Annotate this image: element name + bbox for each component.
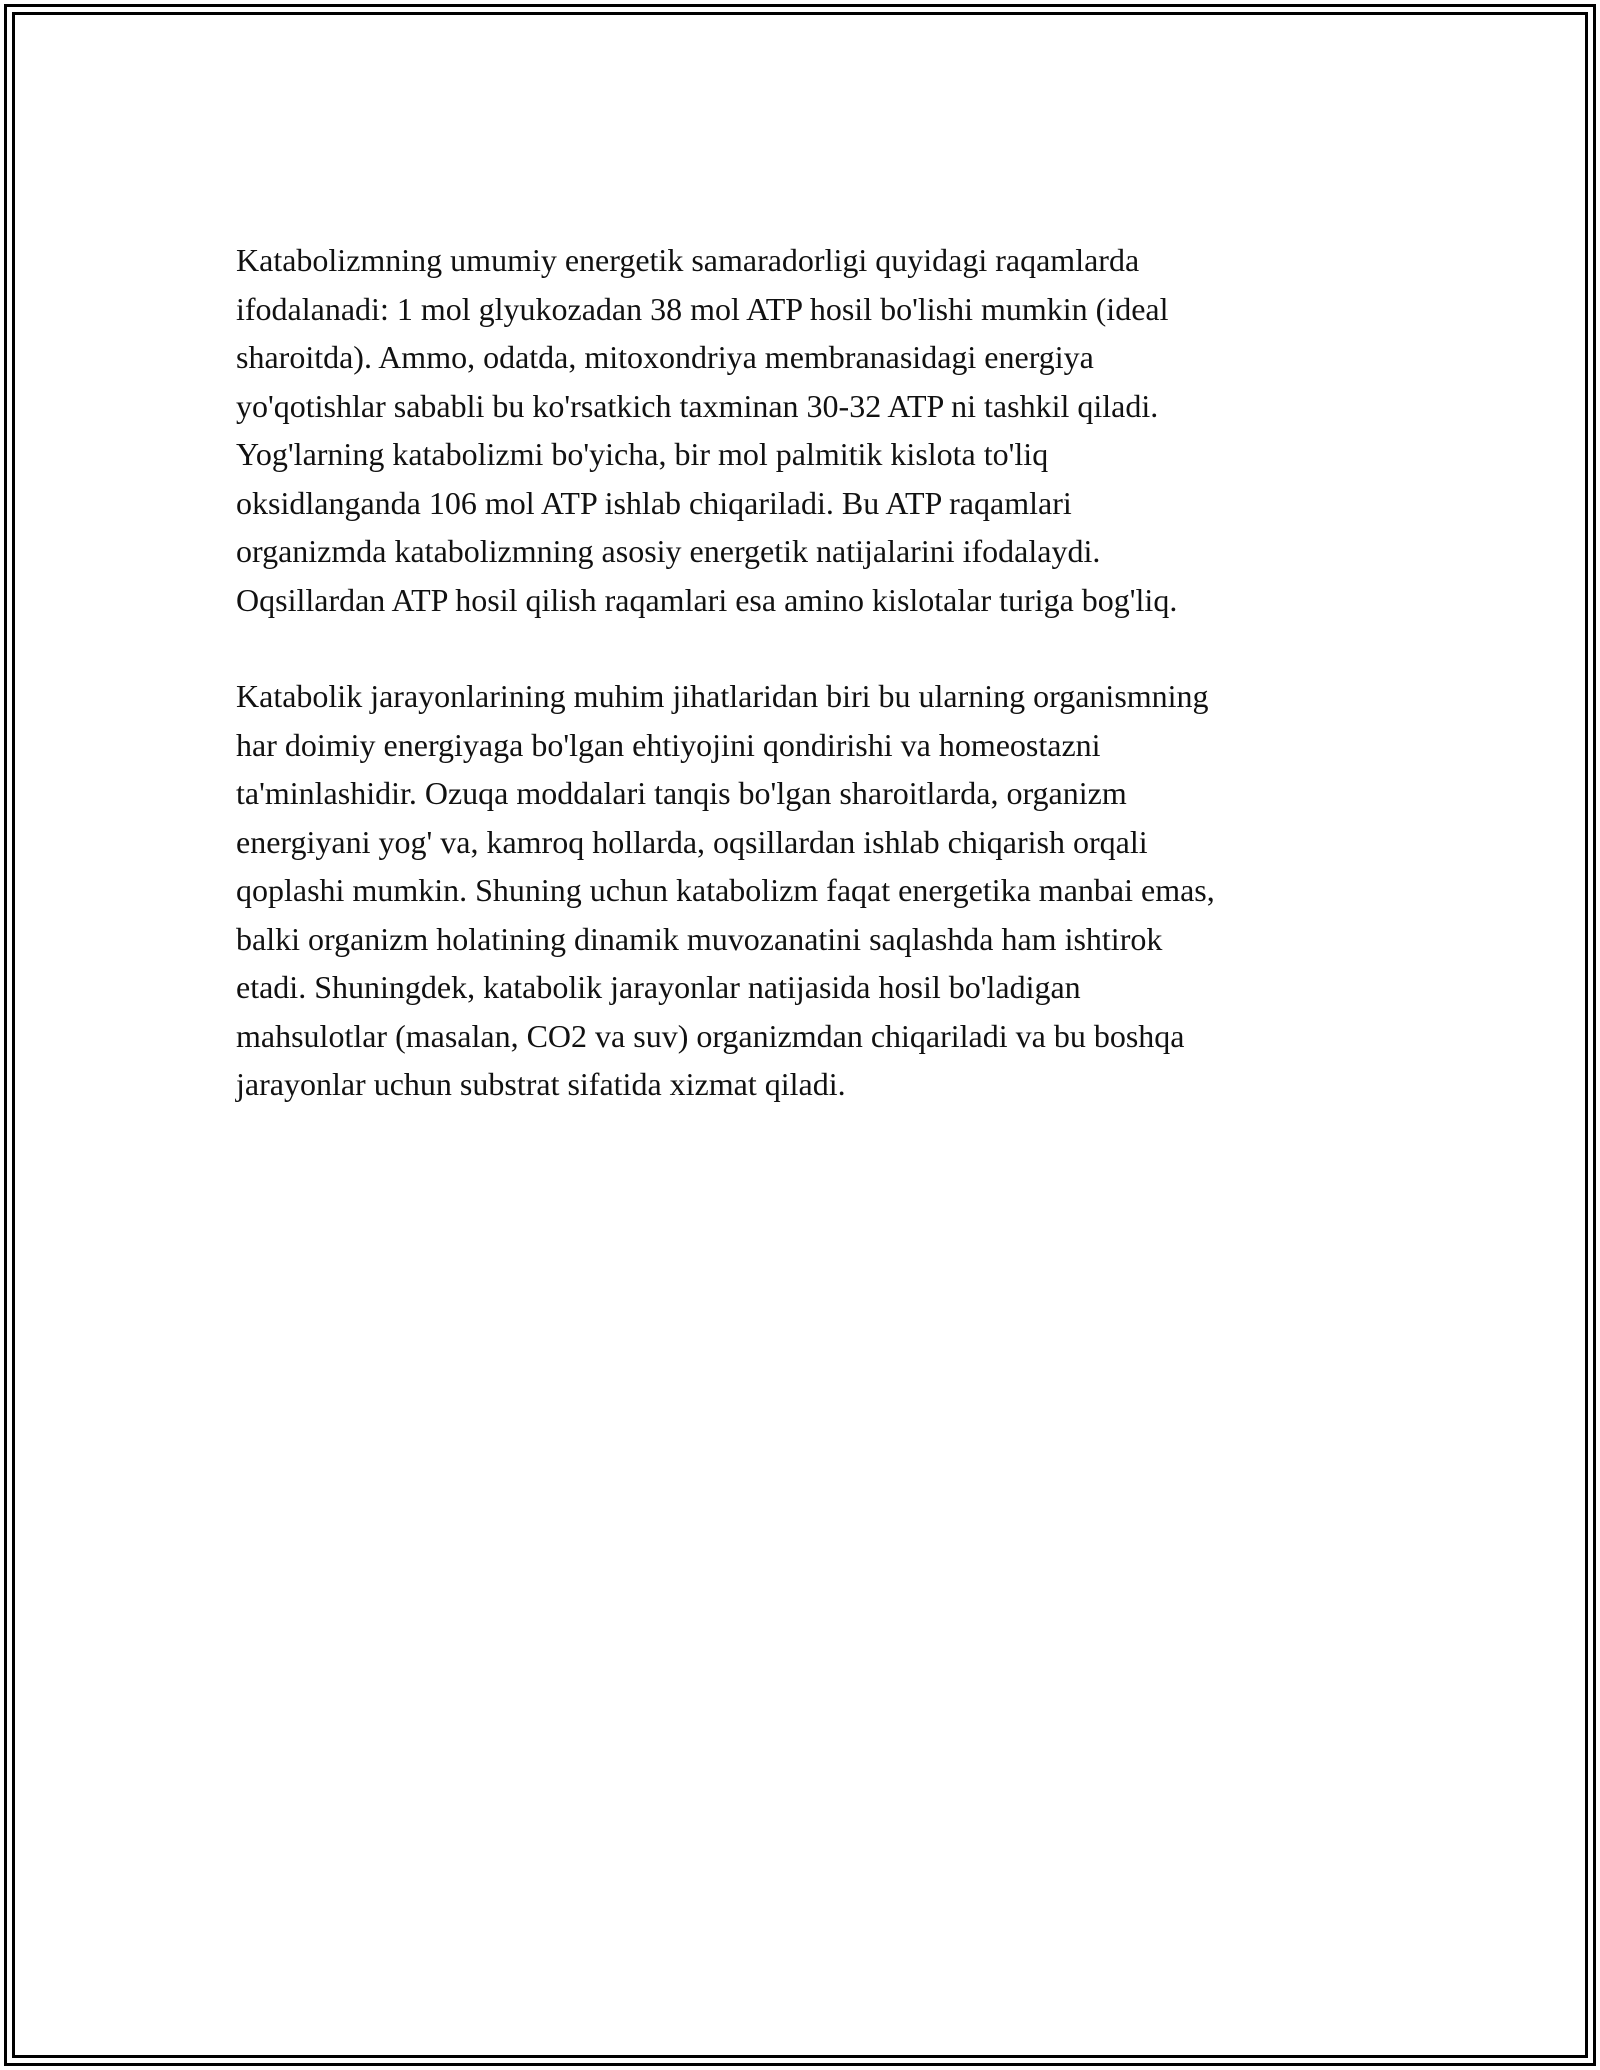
paragraph-2: [236, 672, 1366, 1109]
text-line: qoplashi mumkin. Shuning uchun katabolizm faqat energetika manbai emas,: [236, 872, 1215, 908]
text-line: Katabolizmning umumiy energetik samaradorligi quyidagi raqamlarda: [236, 242, 1140, 278]
text-line: energiyani yog' va, kamroq hollarda, oqsillardan ishlab chiqarish orqali: [236, 823, 1148, 860]
document-body: [236, 236, 1366, 1157]
text-line: yo'qotishlar sababli bu ko'rsatkich taxminan 30-32 ATP ni tashkil qiladi.: [236, 387, 1159, 424]
text-line: ifodalanadi: 1 mol glyukozadan 38 mol ATP hosil bo'lishi mumkin (ideal: [236, 290, 1169, 327]
text-line: ta'minlashidir. Ozuqa moddalari tanqis bo'lgan sharoitlarda, organizm: [236, 775, 1127, 811]
text-line: oksidlanganda 106 mol ATP ishlab chiqariladi. Bu ATP raqamlari: [236, 484, 1072, 521]
text-line: jarayonlar uchun substrat sifatida xizmat qiladi.: [236, 1066, 846, 1102]
paragraph-1: [236, 236, 1366, 624]
text-line: balki organizm holatining dinamik muvozanatini saqlashda ham ishtirok: [236, 920, 1163, 957]
text-line: Yog'larning katabolizmi bo'yicha, bir mol palmitik kislota to'liq: [236, 436, 1049, 472]
text-line: organizmda katabolizmning asosiy energetik natijalarini ifodalaydi.: [236, 533, 1101, 569]
text-line: sharoitda). Ammo, odatda, mitoxondriya membranasidagi energiya: [236, 339, 1094, 375]
text-line: har doimiy energiyaga bo'lgan ehtiyojini qondirishi va homeostazni: [236, 726, 1101, 763]
text-line: etadi. Shuningdek, katabolik jarayonlar natijasida hosil bo'ladigan: [236, 969, 1081, 1005]
text-line: Oqsillardan ATP hosil qilish raqamlari esa amino kislotalar turiga bog'liq.: [236, 581, 1178, 618]
text-line: Katabolik jarayonlarining muhim jihatlaridan biri bu ularning organismning: [236, 678, 1209, 714]
text-line: mahsulotlar (masalan, CO2 va suv) organizmdan chiqariladi va bu boshqa: [236, 1017, 1185, 1054]
